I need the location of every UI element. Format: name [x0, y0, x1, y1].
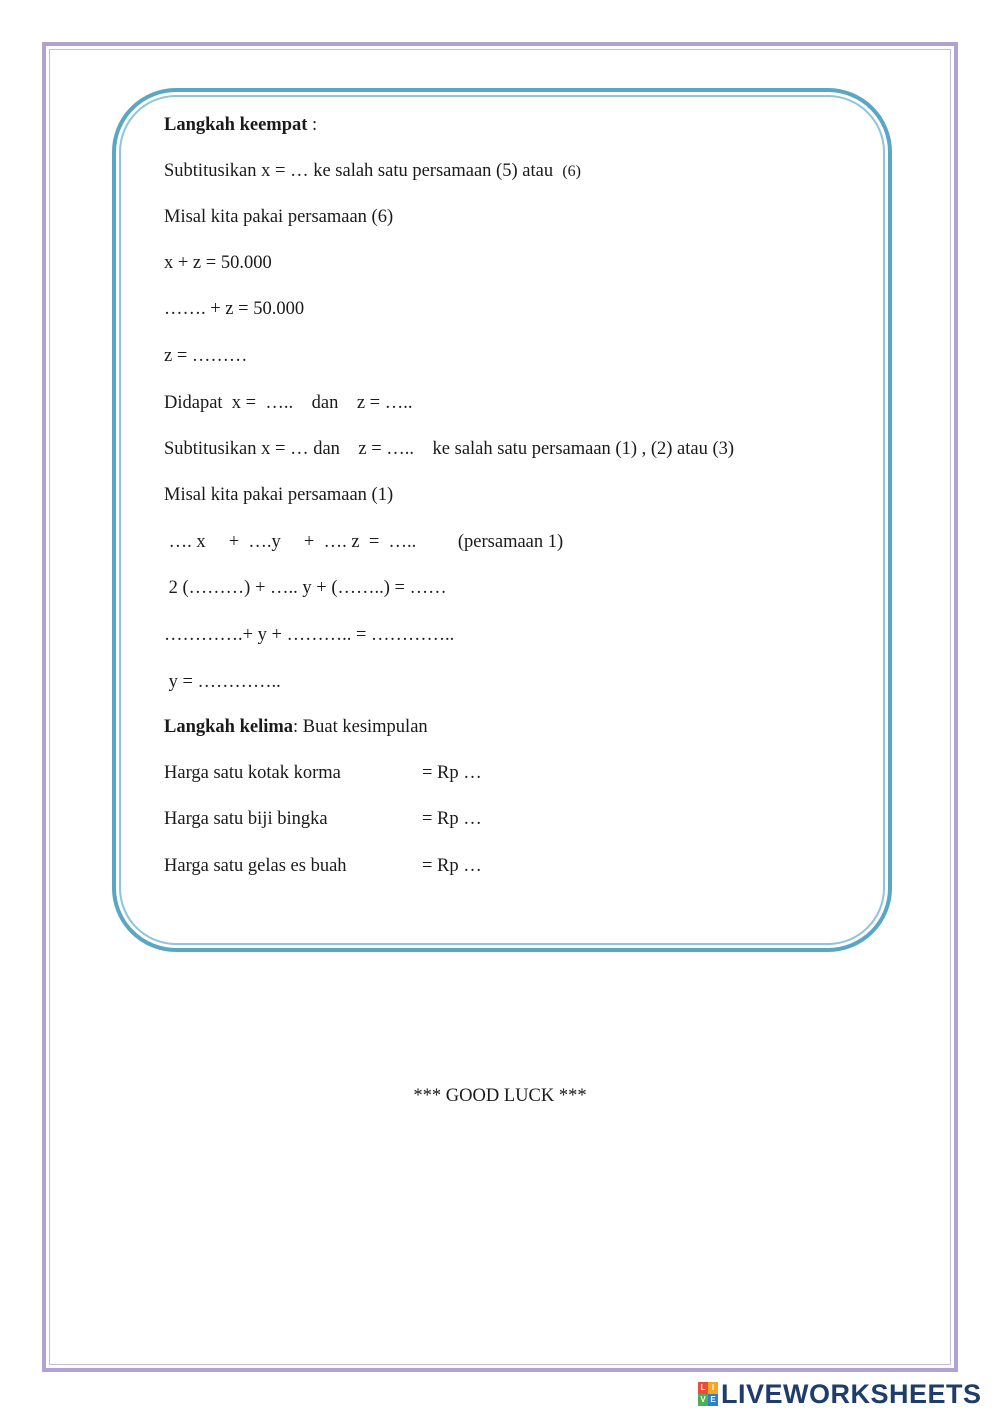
conclusion-value: = Rp …	[422, 856, 482, 876]
equation-1-substituted: 2 (………) + ….. y + (……..) = ……	[164, 578, 447, 598]
instruction-substitute-x-z: Subtitusikan x = … dan z = ….. ke salah satu persamaan (1) , (2) atau (3)	[164, 439, 735, 459]
liveworksheets-logo[interactable]	[698, 1380, 982, 1408]
good-luck-text: *** GOOD LUCK ***	[413, 1086, 587, 1106]
logo-text: LIVEWORKSHEETS	[721, 1378, 982, 1409]
logo-mark-letter: E	[708, 1394, 718, 1406]
step-four-heading: Langkah keempat :	[164, 115, 318, 135]
conclusion-row: Harga satu gelas es buah	[164, 856, 347, 876]
instruction-substitute-x: Subtitusikan x = … ke salah satu persamaan (5) atau (6)	[164, 161, 581, 181]
logo-mark-letter: V	[698, 1394, 708, 1406]
conclusion-value: = Rp …	[422, 763, 482, 783]
conclusion-row: Harga satu kotak korma	[164, 763, 341, 783]
equation-fill-x: ……. + z = 50.000	[164, 299, 305, 319]
equation-y-result: y = …………..	[164, 672, 281, 692]
instruction-use-equation-6: Misal kita pakai persamaan (6)	[164, 207, 394, 227]
equation-z-result: z = ………	[164, 346, 248, 366]
conclusion-value: = Rp …	[422, 809, 482, 829]
result-x-and-z: Didapat x = ….. dan z = …..	[164, 393, 413, 413]
logo-mark-icon	[698, 1382, 718, 1406]
logo-mark-letter: L	[698, 1382, 708, 1394]
equation-1-template: …. x + ….y + …. z = ….. (persamaan 1)	[164, 532, 564, 552]
conclusion-row: Harga satu biji bingka	[164, 809, 328, 829]
step-five-heading: Langkah kelima: Buat kesimpulan	[164, 717, 428, 737]
equation-1-simplified: ………….+ y + ……….. = …………..	[164, 625, 455, 645]
equation-x-plus-z: x + z = 50.000	[164, 253, 272, 273]
logo-mark-letter: I	[708, 1382, 718, 1394]
instruction-use-equation-1: Misal kita pakai persamaan (1)	[164, 485, 394, 505]
